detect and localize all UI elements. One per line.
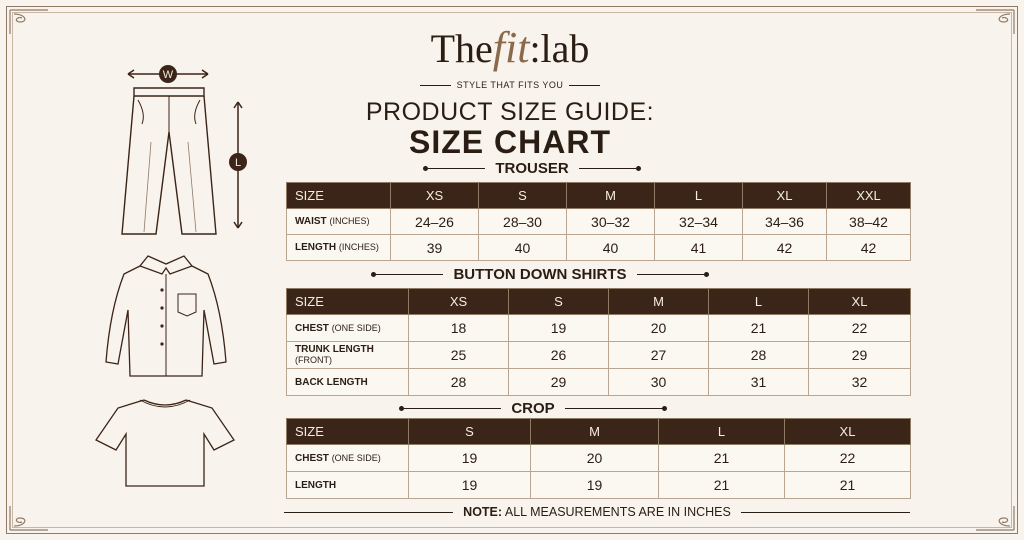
size-header-4: XL [785,419,911,445]
table-cell: 29 [509,369,609,396]
table-cell: 19 [409,472,531,499]
table-cell: 30–32 [567,209,655,235]
size-header-5: XL [743,183,827,209]
table-cell: 39 [391,235,479,261]
trouser-heading [400,160,664,177]
row-label-text: WAIST [295,216,327,227]
table-cell: 21 [785,472,911,499]
table-cell: 28–30 [479,209,567,235]
table-header-row [287,289,911,315]
size-column-header: SIZE [287,419,409,445]
length-marker-label: L [234,157,242,169]
table-cell: 40 [479,235,567,261]
footer-note [463,505,731,519]
corner-ornament-icon [8,8,68,38]
size-header-4: L [709,289,809,315]
footer-note-row [284,505,910,519]
table-cell: 32 [809,369,911,396]
corner-ornament-icon [956,502,1016,532]
table-cell: 25 [409,342,509,369]
table-row [287,472,911,499]
tagline-divider [569,85,600,86]
size-header-6: XXL [827,183,911,209]
table-cell: 31 [709,369,809,396]
size-header-2: S [509,289,609,315]
note-prefix: NOTE: [463,505,503,519]
table-row [287,369,911,396]
tagline: STYLE THAT FITS YOU [456,80,564,90]
page-subtitle: PRODUCT SIZE GUIDE: [365,98,655,126]
corner-ornament-icon [8,502,68,532]
table-cell: 19 [409,445,531,472]
size-header-1: XS [409,289,509,315]
size-column-header: SIZE [287,289,409,315]
size-header-3: M [567,183,655,209]
table-cell: 38–42 [827,209,911,235]
trouser-heading-text: TROUSER [495,160,569,177]
table-cell: 20 [531,445,659,472]
row-label [287,369,409,396]
size-header-4: L [655,183,743,209]
table-header-row [287,183,911,209]
tagline-divider [420,85,451,86]
logo-lab: :lab [529,26,590,71]
crop-top-illustration [94,394,236,494]
size-header-1: XS [391,183,479,209]
table-row [287,342,911,369]
size-header-5: XL [809,289,911,315]
crop-heading-text: CROP [511,400,555,417]
row-label-text: BACK LENGTH [295,376,368,388]
shirts-heading [362,266,718,283]
trouser-illustration [96,62,256,242]
note-text: ALL MEASUREMENTS ARE IN INCHES [504,505,731,519]
row-label-unit: (ONE SIDE) [331,452,381,463]
size-header-3: L [659,419,785,445]
tagline-row [420,80,600,90]
table-cell: 41 [655,235,743,261]
note-divider [284,512,453,513]
table-cell: 22 [809,315,911,342]
size-header-3: M [609,289,709,315]
row-label-text: CHEST [295,322,329,334]
table-row [287,445,911,472]
table-cell: 27 [609,342,709,369]
table-cell: 21 [659,445,785,472]
row-label [287,472,409,499]
row-label-unit: (FRONT) [295,355,332,365]
size-header-1: S [409,419,531,445]
trouser-size-table [286,182,911,261]
row-label [287,209,391,235]
brand-logo [410,23,610,72]
page-title: SIZE CHART [409,124,611,160]
logo-the: The [430,26,493,71]
table-cell: 34–36 [743,209,827,235]
table-row [287,209,911,235]
table-cell: 30 [609,369,709,396]
size-header-2: M [531,419,659,445]
table-cell: 26 [509,342,609,369]
table-row [287,315,911,342]
row-label-text: LENGTH [295,242,337,253]
row-label-text: CHEST [295,452,329,464]
crop-heading [386,400,680,417]
corner-ornament-icon [956,8,1016,38]
table-cell: 19 [509,315,609,342]
crop-size-table [286,418,911,499]
table-cell: 42 [743,235,827,261]
row-label [287,235,391,261]
table-cell: 21 [709,315,809,342]
shirts-heading-text: BUTTON DOWN SHIRTS [453,266,627,283]
row-label-unit: (ONE SIDE) [331,322,381,333]
table-cell: 21 [659,472,785,499]
table-cell: 40 [567,235,655,261]
table-header-row [287,419,911,445]
row-label [287,445,409,472]
logo-fit: fit [492,23,530,72]
width-marker-label: W [162,69,174,81]
note-divider [741,512,910,513]
shirt-illustration [96,250,236,385]
size-header-2: S [479,183,567,209]
row-label-text: TRUNK LENGTH [295,344,374,355]
table-cell: 32–34 [655,209,743,235]
table-cell: 22 [785,445,911,472]
shirts-size-table [286,288,911,396]
row-label-unit: (INCHES) [338,242,379,252]
table-row [287,235,911,261]
table-cell: 29 [809,342,911,369]
table-cell: 20 [609,315,709,342]
table-cell: 24–26 [391,209,479,235]
table-cell: 28 [409,369,509,396]
table-cell: 28 [709,342,809,369]
table-cell: 18 [409,315,509,342]
size-column-header: SIZE [287,183,391,209]
row-label [287,315,409,342]
table-cell: 19 [531,472,659,499]
table-cell: 42 [827,235,911,261]
row-label [287,342,409,369]
row-label-text: LENGTH [295,479,337,491]
row-label-unit: (INCHES) [329,216,370,226]
